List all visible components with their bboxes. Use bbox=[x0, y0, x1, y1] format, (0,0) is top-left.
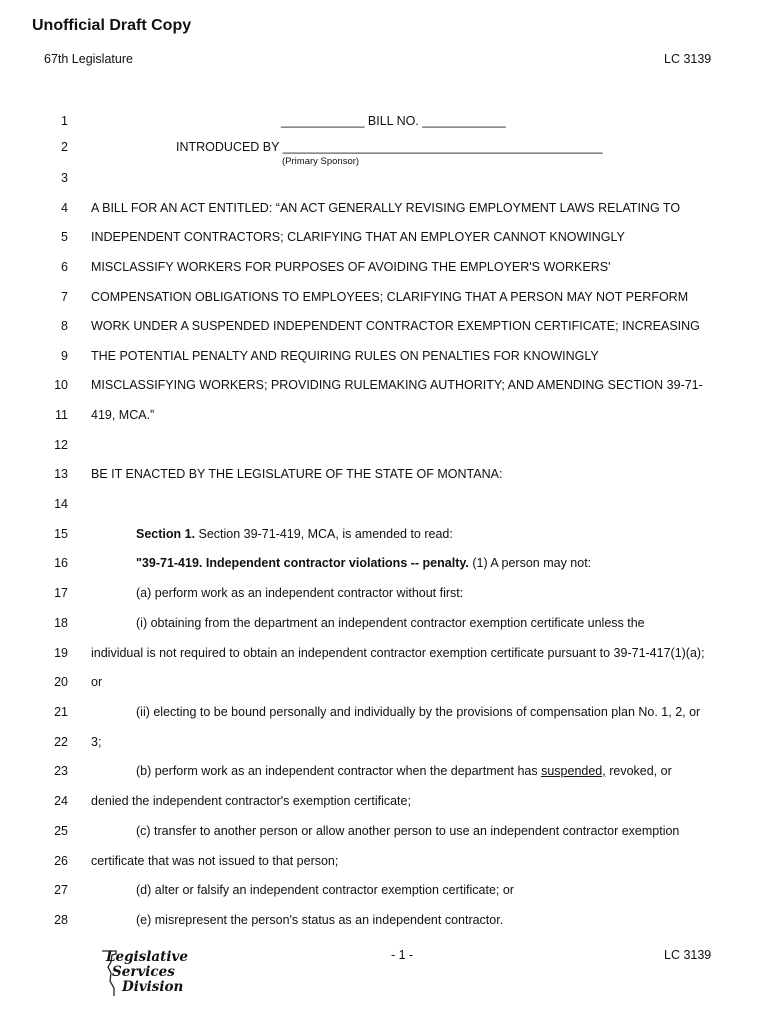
bill-text-line: 3; bbox=[91, 735, 102, 749]
primary-sponsor-note: (Primary Sponsor) bbox=[282, 156, 360, 167]
bill-text-line: (d) alter or falsify an independent contractor exemption certificate; or bbox=[136, 883, 514, 897]
bill-text-line: INDEPENDENT CONTRACTORS; CLARIFYING THAT AN EMPLOYER CANNOT KNOWINGLY bbox=[91, 230, 625, 244]
bill-text-line: COMPENSATION OBLIGATIONS TO EMPLOYEES; CLARIFYING THAT A PERSON MAY NOT PERFORM bbox=[91, 290, 689, 304]
line-number: 21 bbox=[54, 705, 68, 719]
line-number: 10 bbox=[54, 378, 68, 392]
inserted-text: suspended, bbox=[541, 764, 606, 778]
line-number: 9 bbox=[61, 349, 68, 363]
bill-text-line: (i) obtaining from the department an independent contractor exemption certificate unless the bbox=[136, 616, 645, 630]
line-number: 7 bbox=[61, 290, 68, 304]
lc-number: LC 3139 bbox=[664, 52, 712, 66]
line-number: 4 bbox=[61, 201, 68, 215]
document-title: Unofficial Draft Copy bbox=[32, 17, 192, 34]
bill-text-line: (c) transfer to another person or allow another person to use an independent contractor exemption bbox=[136, 824, 680, 838]
line-number: 19 bbox=[54, 646, 68, 660]
legislative-services-logo bbox=[98, 948, 188, 1000]
statute-title: "39-71-419. Independent contractor violations -- penalty. bbox=[136, 556, 469, 570]
logo-line: Division bbox=[122, 979, 184, 995]
line-number: 17 bbox=[54, 586, 68, 600]
line-number: 5 bbox=[61, 230, 68, 244]
line-number: 15 bbox=[54, 527, 68, 541]
line-number: 16 bbox=[54, 556, 68, 570]
line-number: 1 bbox=[61, 114, 68, 128]
section-text: Section 39-71-419, MCA, is amended to read: bbox=[195, 527, 453, 541]
bill-number-line: ____________ BILL NO. ____________ bbox=[281, 114, 506, 128]
bill-text-line: THE POTENTIAL PENALTY AND REQUIRING RULES ON PENALTIES FOR KNOWINGLY bbox=[91, 349, 599, 363]
line-number: 24 bbox=[54, 794, 68, 808]
line-number: 12 bbox=[54, 438, 68, 452]
logo-line: Legislative bbox=[106, 949, 188, 965]
line-number: 18 bbox=[54, 616, 68, 630]
line-number: 25 bbox=[54, 824, 68, 838]
bill-text-line: (ii) electing to be bound personally and individually by the provisions of compensation plan No. 1, 2, or bbox=[136, 705, 701, 719]
bill-text-line: A BILL FOR AN ACT ENTITLED: “AN ACT GENERALLY REVISING EMPLOYMENT LAWS RELATING TO bbox=[91, 201, 681, 215]
section-heading bbox=[136, 527, 453, 541]
line-number: 22 bbox=[54, 735, 68, 749]
bill-text-line: individual is not required to obtain an independent contractor exemption certificate pursuant to 39-71-417(1)(a); bbox=[91, 646, 705, 660]
introduced-by-line: INTRODUCED BY ______________________________________________ bbox=[176, 140, 603, 154]
statute-text: (1) A person may not: bbox=[468, 556, 592, 570]
line-number: 20 bbox=[54, 675, 68, 689]
line-number: 3 bbox=[61, 171, 68, 185]
bill-text-line: 419, MCA.” bbox=[91, 408, 155, 422]
line-number: 28 bbox=[54, 913, 68, 927]
line-number: 11 bbox=[55, 408, 68, 422]
page-number: - 1 - bbox=[391, 948, 414, 962]
logo-line: Services bbox=[112, 964, 175, 980]
amended-post: revoked, or bbox=[605, 764, 672, 778]
line-number: 2 bbox=[61, 140, 68, 154]
bill-text-line: certificate that was not issued to that person; bbox=[91, 854, 339, 868]
statute-heading bbox=[136, 556, 591, 570]
bill-text-line-amended bbox=[136, 764, 672, 778]
footer-lc-number: LC 3139 bbox=[664, 948, 712, 962]
line-number: 13 bbox=[54, 467, 68, 481]
line-number: 6 bbox=[61, 260, 68, 274]
bill-text-line: WORK UNDER A SUSPENDED INDEPENDENT CONTRACTOR EXEMPTION CERTIFICATE; INCREASING bbox=[91, 319, 700, 333]
line-number: 8 bbox=[61, 319, 68, 333]
line-number: 23 bbox=[54, 764, 68, 778]
bill-text-line: (a) perform work as an independent contractor without first: bbox=[136, 586, 464, 600]
legislature-label: 67th Legislature bbox=[44, 52, 133, 66]
bill-text-line: MISCLASSIFYING WORKERS; PROVIDING RULEMAKING AUTHORITY; AND AMENDING SECTION 39-71- bbox=[91, 378, 703, 392]
line-number: 14 bbox=[54, 497, 68, 511]
line-number: 27 bbox=[54, 883, 68, 897]
bill-text-line: (e) misrepresent the person's status as an independent contractor. bbox=[136, 913, 504, 927]
bill-text-line: MISCLASSIFY WORKERS FOR PURPOSES OF AVOIDING THE EMPLOYER'S WORKERS' bbox=[91, 260, 611, 274]
line-number: 26 bbox=[54, 854, 68, 868]
bill-text-line: denied the independent contractor's exemption certificate; bbox=[91, 794, 411, 808]
amended-pre: (b) perform work as an independent contractor when the department has bbox=[136, 764, 542, 778]
enacting-clause: BE IT ENACTED BY THE LEGISLATURE OF THE STATE OF MONTANA: bbox=[91, 467, 503, 481]
section-label: Section 1. bbox=[136, 527, 196, 541]
bill-text-line: or bbox=[91, 675, 103, 689]
